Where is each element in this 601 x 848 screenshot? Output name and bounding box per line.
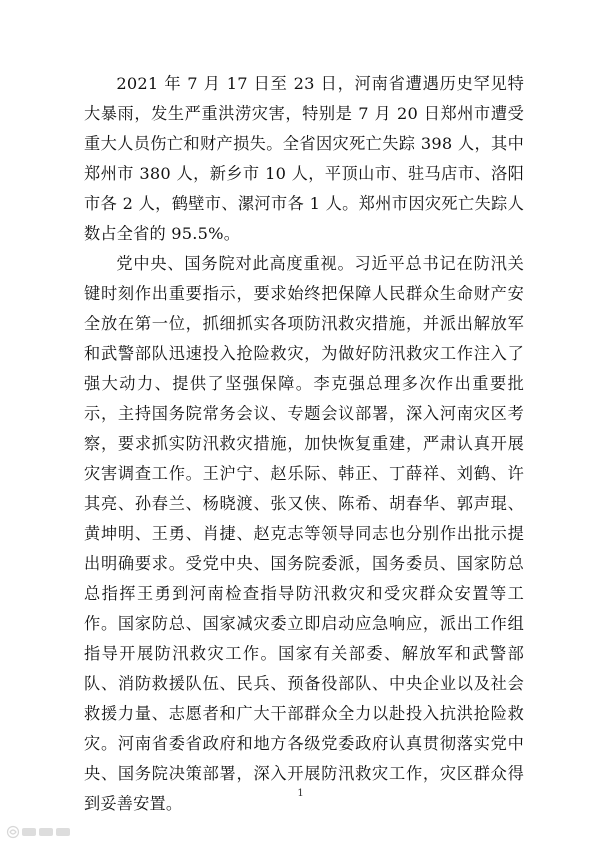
watermark	[6, 824, 76, 840]
document-body	[84, 69, 524, 819]
page-number: 1	[297, 788, 304, 799]
paragraph-2: 党中央、国务院对此高度重视。习近平总书记在防汛关键时刻作出重要指示，要求始终把保障人民群众生命财产安全放在第一位，抓细抓实各项防汛救灾措施，并派出解放军和武警部队迅速投入抢险救灾，为做好防汛救灾工作注入了强大动力、提供了坚强保障。李克强总理多次作出重要批示，主持国务院常务会议、专题会议部署，深入河南灾区考察，要求抓实防汛救灾措施，加快恢复重建，严肃认真开展灾害调查工作。王沪宁、赵乐际、韩正、丁薛祥、刘鹤、许其亮、孙春兰、杨晓渡、张又侠、陈希、胡春华、郭声琨、黄坤明、王勇、肖捷、赵克志等领导同志也分别作出批示提出明确要求。受党中央、国务院委派，国务委员、国家防总总指挥王勇到河南检查指导防汛救灾和受灾群众安置等工作。国家防总、国家减灾委立即启动应急响应，派出工作组指导开展防汛救灾工作。国家有关部委、解放军和武警部队、消防救援队伍、民兵、预备役部队、中央企业以及社会救援力量、志愿者和广大干部群众全力以赴投入抗洪抢险救灾。河南省委省政府和地方各级党委政府认真贯彻落实党中央、国务院决策部署，深入开展防汛救灾工作，灾区群众得到妥善安置。	[84, 254, 524, 813]
fish-logo-icon	[6, 824, 76, 840]
paragraph-1: 2021 年 7 月 17 日至 23 日，河南省遭遇历史罕见特大暴雨，发生严重洪涝灾害，特别是 7 月 20 日郑州市遭受重大人员伤亡和财产损失。全省因灾死亡失踪 398 人，其中郑州市 380 人，新乡市 10 人，平顶山市、驻马店市、洛阳市各 2 人，鹤壁市、漯河市各 1 人。郑州市因灾死亡失踪人数占全省的 95.5%。	[84, 74, 524, 243]
